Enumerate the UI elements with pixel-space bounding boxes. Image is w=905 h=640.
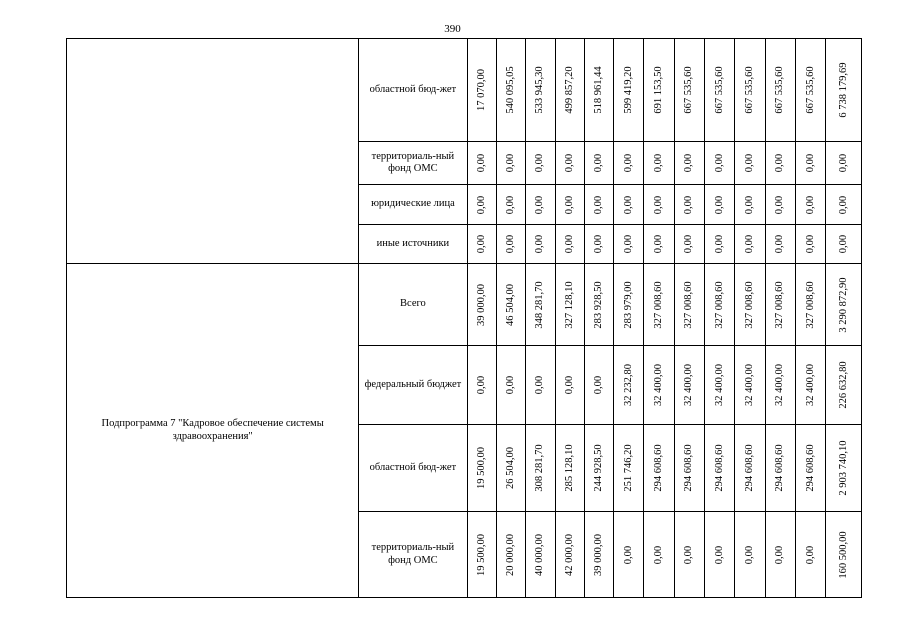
value-text: 327 008,60 <box>713 280 725 329</box>
value-cell <box>644 142 674 185</box>
funding-source-cell: территориаль-ный фонд ОМС <box>359 142 467 185</box>
value-text: 20 000,00 <box>504 533 516 576</box>
value-text: 327 008,60 <box>683 280 695 329</box>
value-cell <box>496 425 525 512</box>
value-cell <box>496 512 525 598</box>
value-text: 0,00 <box>504 153 516 173</box>
value-cell <box>555 512 584 598</box>
value-text: 518 961,44 <box>592 66 604 114</box>
value-cell <box>496 185 525 225</box>
value-text: 0,00 <box>774 153 786 173</box>
value-cell <box>674 346 704 425</box>
value-cell <box>644 39 674 142</box>
value-text: 499 857,20 <box>563 66 575 114</box>
value-cell <box>735 142 765 185</box>
value-cell <box>496 264 525 346</box>
value-text: 283 979,00 <box>622 280 634 329</box>
value-text: 0,00 <box>504 195 516 214</box>
value-cell <box>644 512 674 598</box>
value-cell <box>644 264 674 346</box>
funding-source-cell: иные источники <box>359 225 467 264</box>
value-text: 0,00 <box>713 153 725 173</box>
value-text: 0,00 <box>653 195 665 214</box>
value-cell <box>467 185 496 225</box>
value-cell <box>584 185 613 225</box>
value-text: 0,00 <box>504 375 516 395</box>
value-text: 327 008,60 <box>804 280 816 329</box>
value-cell <box>705 346 735 425</box>
value-cell <box>555 142 584 185</box>
value-text: 0,00 <box>804 545 816 564</box>
value-text: 26 504,00 <box>504 447 516 489</box>
value-text: 0,00 <box>534 375 546 395</box>
value-cell <box>614 39 644 142</box>
value-text: 0,00 <box>534 153 546 173</box>
value-text: 0,00 <box>592 234 604 254</box>
value-text: 0,00 <box>744 195 756 214</box>
value-cell <box>674 225 704 264</box>
value-text: 327 128,10 <box>563 280 575 329</box>
value-text: 32 232,80 <box>622 364 634 406</box>
value-cell <box>705 142 735 185</box>
value-text: 32 400,00 <box>683 364 695 406</box>
value-text: 2 903 740,10 <box>837 440 849 496</box>
value-cell <box>674 142 704 185</box>
value-cell <box>735 39 765 142</box>
value-cell <box>614 264 644 346</box>
value-text: 0,00 <box>563 195 575 214</box>
value-cell <box>735 346 765 425</box>
funding-source-cell: юридические лица <box>359 185 467 225</box>
value-text: 0,00 <box>534 234 546 254</box>
value-cell <box>526 225 555 264</box>
value-text: 0,00 <box>683 195 695 214</box>
value-cell <box>644 185 674 225</box>
value-cell <box>705 425 735 512</box>
value-text: 0,00 <box>837 195 849 214</box>
value-text: 285 128,10 <box>563 444 575 492</box>
value-text: 226 632,80 <box>837 361 849 409</box>
value-cell <box>496 39 525 142</box>
value-cell <box>584 142 613 185</box>
value-cell <box>735 512 765 598</box>
value-cell <box>674 185 704 225</box>
value-text: 0,00 <box>774 234 786 254</box>
value-text: 0,00 <box>592 195 604 214</box>
value-text: 42 000,00 <box>563 533 575 576</box>
value-cell <box>644 425 674 512</box>
value-text: 667 535,60 <box>744 66 756 114</box>
value-cell <box>796 512 826 598</box>
value-cell <box>614 225 644 264</box>
value-cell <box>526 142 555 185</box>
value-text: 0,00 <box>837 153 849 173</box>
value-cell <box>555 425 584 512</box>
value-cell <box>765 225 795 264</box>
value-cell <box>705 185 735 225</box>
value-cell <box>735 185 765 225</box>
value-text: 327 008,60 <box>744 280 756 329</box>
value-cell <box>584 39 613 142</box>
value-text: 667 535,60 <box>713 66 725 114</box>
value-text: 0,00 <box>622 153 634 173</box>
value-cell <box>765 39 795 142</box>
value-cell <box>705 225 735 264</box>
value-text: 540 095,05 <box>504 66 516 114</box>
value-text: 32 400,00 <box>713 364 725 406</box>
value-cell <box>555 225 584 264</box>
table-row <box>67 264 862 346</box>
value-text: 0,00 <box>622 234 634 254</box>
value-cell <box>765 264 795 346</box>
value-text: 0,00 <box>653 153 665 173</box>
value-text: 294 608,60 <box>804 444 816 492</box>
value-cell <box>555 346 584 425</box>
value-cell <box>614 512 644 598</box>
funding-source-cell: территориаль-ный фонд ОМС <box>359 512 467 598</box>
value-text: 32 400,00 <box>774 364 786 406</box>
value-text: 6 738 179,69 <box>837 62 849 118</box>
value-text: 39 000,00 <box>592 533 604 576</box>
value-text: 0,00 <box>713 545 725 564</box>
value-text: 0,00 <box>804 234 816 254</box>
value-cell <box>796 346 826 425</box>
value-text: 32 400,00 <box>744 364 756 406</box>
value-cell <box>765 512 795 598</box>
value-cell <box>526 425 555 512</box>
value-cell <box>796 142 826 185</box>
value-cell <box>826 225 862 264</box>
value-text: 0,00 <box>504 234 516 254</box>
value-cell <box>826 185 862 225</box>
value-text: 327 008,60 <box>774 280 786 329</box>
value-cell <box>826 39 862 142</box>
value-cell <box>826 142 862 185</box>
value-cell <box>584 225 613 264</box>
value-text: 0,00 <box>683 153 695 173</box>
funding-source-cell: областной бюд-жет <box>359 425 467 512</box>
value-cell <box>796 225 826 264</box>
value-text: 251 746,20 <box>622 444 634 492</box>
value-text: 0,00 <box>804 195 816 214</box>
value-text: 244 928,50 <box>592 444 604 492</box>
value-cell <box>796 39 826 142</box>
value-text: 0,00 <box>622 195 634 214</box>
value-cell <box>496 142 525 185</box>
value-text: 308 281,70 <box>534 444 546 492</box>
value-text: 348 281,70 <box>534 280 546 329</box>
value-cell <box>796 264 826 346</box>
value-cell <box>555 264 584 346</box>
value-text: 46 504,00 <box>504 283 516 326</box>
value-cell <box>796 425 826 512</box>
value-cell <box>614 346 644 425</box>
value-cell <box>765 142 795 185</box>
value-text: 294 608,60 <box>774 444 786 492</box>
value-cell <box>584 346 613 425</box>
value-cell <box>735 225 765 264</box>
value-text: 0,00 <box>563 234 575 254</box>
table-row <box>67 39 862 142</box>
value-text: 0,00 <box>804 153 816 173</box>
value-cell <box>674 39 704 142</box>
value-cell <box>467 39 496 142</box>
value-text: 599 419,20 <box>622 66 634 114</box>
value-cell <box>826 425 862 512</box>
value-cell <box>826 512 862 598</box>
value-cell <box>526 264 555 346</box>
program-name-cell <box>67 39 359 264</box>
value-text: 667 535,60 <box>774 66 786 114</box>
value-text: 0,00 <box>744 545 756 564</box>
page-number: 390 <box>444 23 461 35</box>
value-text: 40 000,00 <box>534 533 546 576</box>
value-text: 17 070,00 <box>475 69 487 111</box>
value-text: 294 608,60 <box>713 444 725 492</box>
value-text: 0,00 <box>563 375 575 395</box>
value-cell <box>526 185 555 225</box>
value-cell <box>526 346 555 425</box>
value-cell <box>555 39 584 142</box>
value-cell <box>765 346 795 425</box>
value-cell <box>526 39 555 142</box>
value-cell <box>705 264 735 346</box>
value-cell <box>467 425 496 512</box>
funding-source-cell: Всего <box>359 264 467 346</box>
value-text: 0,00 <box>653 545 665 564</box>
value-text: 667 535,60 <box>683 66 695 114</box>
funding-source-cell: федеральный бюджет <box>359 346 467 425</box>
value-cell <box>467 346 496 425</box>
value-text: 0,00 <box>713 195 725 214</box>
value-cell <box>496 225 525 264</box>
value-cell <box>614 185 644 225</box>
value-text: 0,00 <box>475 234 487 254</box>
value-cell <box>467 264 496 346</box>
value-cell <box>584 512 613 598</box>
value-text: 0,00 <box>622 545 634 564</box>
value-cell <box>614 425 644 512</box>
value-cell <box>467 512 496 598</box>
value-text: 0,00 <box>744 234 756 254</box>
value-text: 0,00 <box>683 545 695 564</box>
value-text: 39 000,00 <box>475 283 487 326</box>
value-cell <box>614 142 644 185</box>
value-text: 283 928,50 <box>592 280 604 329</box>
value-cell <box>674 512 704 598</box>
value-cell <box>644 225 674 264</box>
value-cell <box>826 264 862 346</box>
value-text: 0,00 <box>837 234 849 254</box>
value-cell <box>584 264 613 346</box>
value-cell <box>796 185 826 225</box>
value-text: 0,00 <box>563 153 575 173</box>
value-cell <box>467 225 496 264</box>
value-cell <box>584 425 613 512</box>
value-text: 0,00 <box>774 195 786 214</box>
value-cell <box>555 185 584 225</box>
value-cell <box>467 142 496 185</box>
value-cell <box>826 346 862 425</box>
value-text: 0,00 <box>774 545 786 564</box>
value-text: 0,00 <box>744 153 756 173</box>
program-name-cell: Подпрограмма 7 "Кадровое обеспечение системы здравоохранения" <box>67 264 359 598</box>
value-text: 3 290 872,90 <box>837 276 849 333</box>
value-text: 0,00 <box>534 195 546 214</box>
value-text: 0,00 <box>683 234 695 254</box>
value-text: 667 535,60 <box>804 66 816 114</box>
value-text: 0,00 <box>653 234 665 254</box>
value-cell <box>674 425 704 512</box>
value-cell <box>735 264 765 346</box>
value-text: 691 153,50 <box>653 66 665 114</box>
value-text: 0,00 <box>592 153 604 173</box>
value-cell <box>765 185 795 225</box>
value-text: 327 008,60 <box>653 280 665 329</box>
value-text: 32 400,00 <box>804 364 816 406</box>
value-cell <box>735 425 765 512</box>
value-text: 0,00 <box>713 234 725 254</box>
value-text: 19 500,00 <box>475 533 487 576</box>
value-cell <box>644 346 674 425</box>
value-cell <box>705 512 735 598</box>
value-text: 294 608,60 <box>653 444 665 492</box>
value-text: 160 500,00 <box>837 530 849 579</box>
value-text: 533 945,30 <box>534 66 546 114</box>
value-cell <box>674 264 704 346</box>
value-text: 0,00 <box>475 375 487 395</box>
value-text: 0,00 <box>592 375 604 395</box>
value-text: 32 400,00 <box>653 364 665 406</box>
value-text: 294 608,60 <box>683 444 695 492</box>
value-text: 19 500,00 <box>475 447 487 489</box>
value-text: 0,00 <box>475 195 487 214</box>
value-text: 0,00 <box>475 153 487 173</box>
value-text: 294 608,60 <box>744 444 756 492</box>
value-cell <box>765 425 795 512</box>
value-cell <box>705 39 735 142</box>
budget-table <box>66 38 862 598</box>
funding-source-cell: областной бюд-жет <box>359 39 467 142</box>
value-cell <box>526 512 555 598</box>
value-cell <box>496 346 525 425</box>
